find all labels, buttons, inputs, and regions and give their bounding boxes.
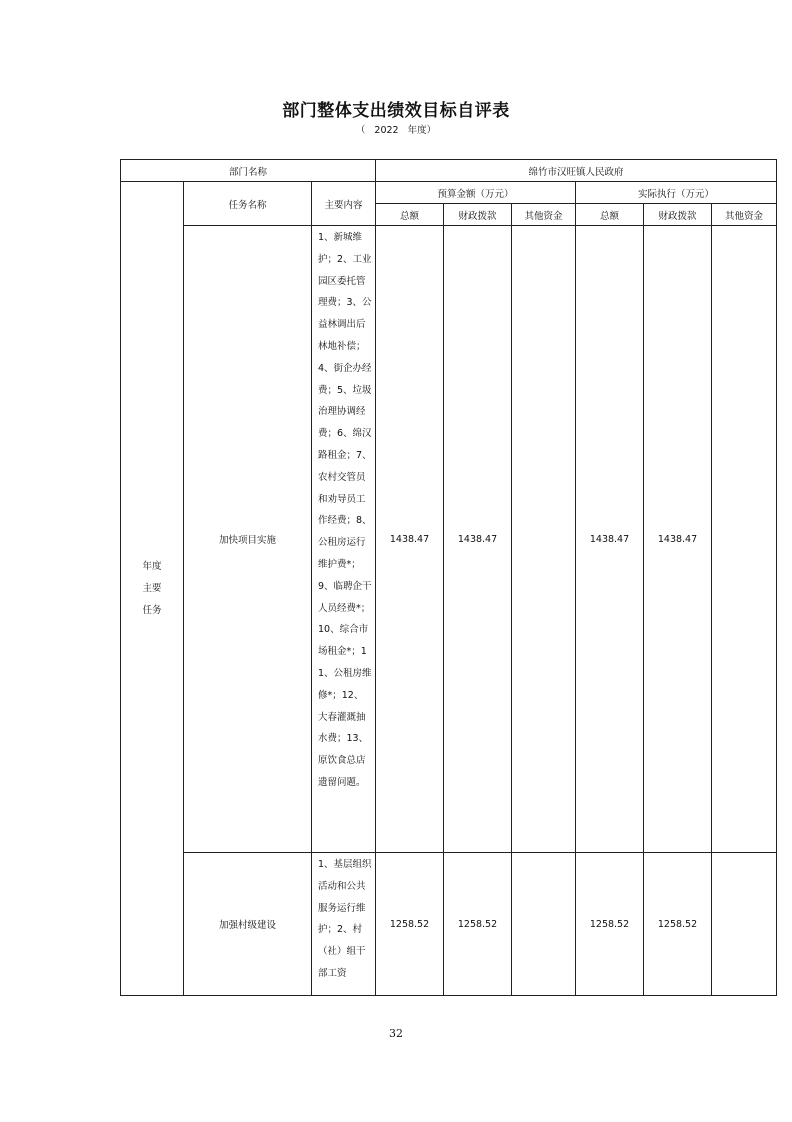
document-title: 部门整体支出绩效目标自评表 [282, 101, 510, 121]
budget-other-cell [512, 853, 576, 996]
budget-other-header: 其他资金 [512, 204, 576, 226]
performance-table [120, 159, 777, 996]
main-content-cell: 1、基层组织活动和公共服务运行维护；2、村（社）组干部工资 [312, 853, 376, 996]
main-content-header: 主要内容 [312, 182, 376, 226]
table-row [121, 853, 777, 996]
actual-total-header: 总额 [576, 204, 644, 226]
annual-tasks-text: 年度 主要 任务 [142, 560, 162, 616]
actual-other-cell [712, 226, 777, 853]
budget-fiscal-header: 财政拨款 [444, 204, 512, 226]
actual-other-cell [712, 853, 777, 996]
budget-other-cell [512, 226, 576, 853]
dept-name-value: 绵竹市汉旺镇人民政府 [376, 160, 777, 182]
document-subtitle-year: （ 2022 年度） [355, 125, 437, 136]
actual-fiscal-cell: 1438.47 [644, 226, 712, 853]
budget-fiscal-cell: 1258.52 [444, 853, 512, 996]
actual-total-cell: 1438.47 [576, 226, 644, 853]
budget-total-header: 总额 [376, 204, 444, 226]
budget-amount-header: 预算金额（万元） [376, 182, 576, 204]
actual-fiscal-header: 财政拨款 [644, 204, 712, 226]
budget-fiscal-cell: 1438.47 [444, 226, 512, 853]
budget-total-cell: 1438.47 [376, 226, 444, 853]
task-name-cell: 加快项目实施 [184, 226, 312, 853]
actual-other-header: 其他资金 [712, 204, 777, 226]
actual-fiscal-cell: 1258.52 [644, 853, 712, 996]
annual-tasks-label [121, 182, 184, 996]
actual-execution-header: 实际执行（万元） [576, 182, 777, 204]
task-name-header: 任务名称 [184, 182, 312, 226]
table-row [121, 226, 777, 853]
main-content-cell: 1、新城维护；2、工业园区委托管理费；3、公益林调出后林地补偿；4、街企办经费；5、垃圾治理协调经费；6、绵汉路租金；7、农村交管员和劝导员工作经费；8、公租房运行维护费*；9、临聘企干人员经费*；10、综合市场租金*；11、公租房维修*；12、大春灌溉抽水费；13、原饮食总店遗留问题。 [312, 226, 376, 853]
budget-total-cell: 1258.52 [376, 853, 444, 996]
task-name-cell: 加强村级建设 [184, 853, 312, 996]
actual-total-cell: 1258.52 [576, 853, 644, 996]
dept-name-label: 部门名称 [121, 160, 376, 182]
page-number: 32 [389, 1027, 403, 1040]
